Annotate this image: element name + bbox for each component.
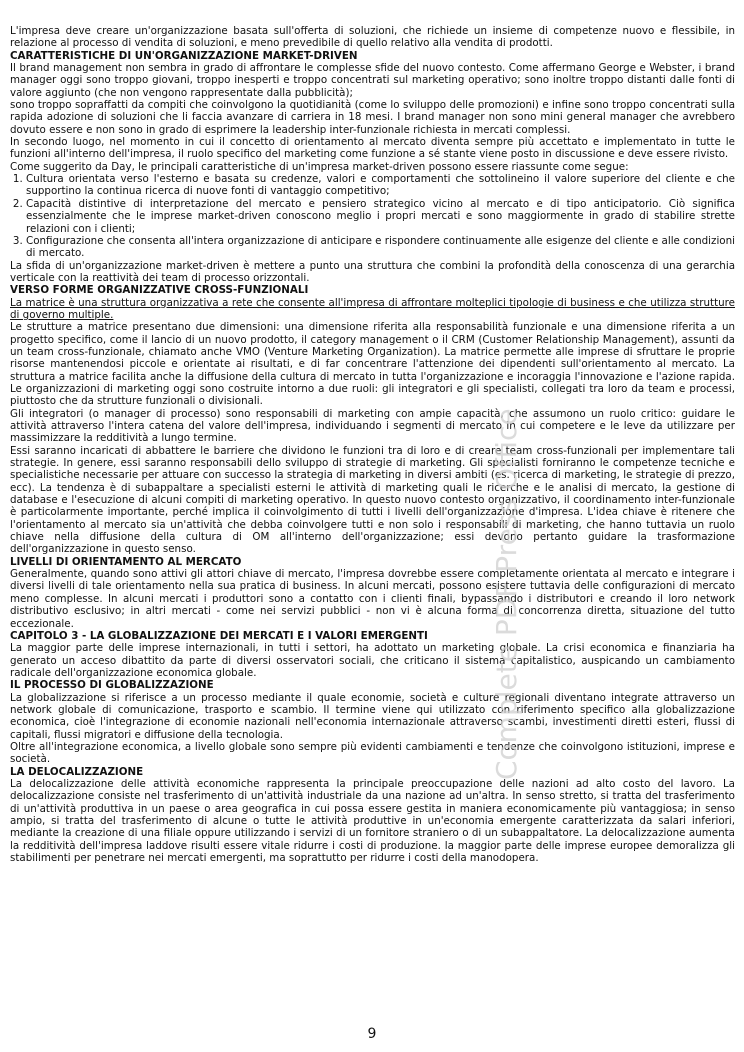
paragraph: sono troppo sopraffatti da compiti che coinvolgono la quotidianità (come lo sviluppo delle promozioni) e infine sono troppo concentrati sulla rapida adozione di soluzioni che li faccia avanzare di carriera in 18 mesi. I brand manager non sono mini general manager che avrebbero dovuto essere e non sono in grado di esprimere la leadership inter-funzionale richiesta in mercati complessi. [10, 99, 735, 136]
section-heading: LIVELLI DI ORIENTAMENTO AL MERCATO [10, 555, 242, 568]
section-heading: IL PROCESSO DI GLOBALIZZAZIONE [10, 679, 214, 692]
paragraph: Generalmente, quando sono attivi gli attori chiave di mercato, l'impresa dovrebbe essere completamente orientata al mercato e integrare i diversi livelli di tale orientamento nella sua pratica di business. In alcuni mercati, possono esistere tuttavia delle configurazioni di mercato meno complesse. In alcuni mercati i produttori sono a contatto con i clienti finali, bypassando i distributori e creando il loro network distributivo esclusivo; in altri mercati - come nei servizi pubblici - non vi è alcuna forma di concorrenza diretta, situazione del tutto eccezionale. [10, 568, 735, 630]
section-heading: LA DELOCALIZZAZIONE [10, 765, 144, 778]
paragraph: L'impresa deve creare un'organizzazione basata sull'offerta di soluzioni, che richiede un insieme di competenze nuovo e flessibile, in relazione al processo di vendita di soluzioni, e meno prevedibile di quello relativo alla vendita di prodotti. [10, 25, 735, 50]
paragraph: Essi saranno incaricati di abbattere le barriere che dividono le funzioni tra di loro e di creare team cross-funzionali per implementare tali strategie. In genere, essi saranno responsabili dello sviluppo di strategie di marketing. Gli specialisti forniranno le competenze tecniche e specialistiche necessarie per attuare con successo la strategia di marketing in diversi ambiti (es. ricerca di marketing, le strategie di prezzo, ecc). La tendenza è di subappaltare a specialisti esterni le attività di marketing quali le ricerche e le analisi di mercato, la gestione di database e l'esecuzione di alcuni compiti di marketing operativo. In questo nuovo contesto organizzativo, il coordinamento inter-funzionale è particolarmente importante, perché implica il coinvolgimento di tutti i livelli dell'organizzazione d'impresa. L'idea chiave è ritenere che l'orientamento al mercato sia un'attività che debba coinvolgere tutti e non solo i responsabili di marketing, che hanno tuttavia un ruolo chiave nella diffusione della cultura di OM all'interno dell'organizzazione; essi devono pertanto guidare la trasformazione dell'organizzazione in questo senso. [10, 444, 735, 556]
paragraph: Il brand management non sembra in grado di affrontare le complesse sfide del nuovo contesto. Come affermano George e Webster, i brand manager oggi sono troppo giovani, troppo inesperti e troppo concentrati sul marketing operativo; sono inoltre troppo distanti dalle fonti di valore aggiunto (che non vengono rappresentate dalla pubblicità); [10, 62, 735, 99]
document-body [10, 25, 735, 864]
paragraph: Oltre all'integrazione economica, a livello globale sono sempre più evidenti cambiamenti e tendenze che coinvolgono istituzioni, imprese e società. [10, 740, 735, 766]
paragraph: La maggior parte delle imprese internazionali, in tutti i settori, ha adottato un marketing globale. La crisi economica e finanziaria ha generato un acceso dibattito da parte di diversi osservatori sociali, che criticano il sistema capitalistico, auspicando un cambiamento radicale dell'organizzazione economica globale. [10, 642, 735, 679]
section-heading: CARATTERISTICHE DI UN'ORGANIZZAZIONE MARKET-DRIVEN [10, 49, 358, 62]
list-item: 2. Capacità distintive di interpretazione del mercato e pensiero strategico vicino al mercato e di tipo anticipatorio. Ciò significa essenzialmente che le imprese market-driven conoscono meglio i propri mercati e sono maggiormente in grado di stabilire strette relazioni con i clienti; [26, 198, 735, 235]
section-heading: CAPITOLO 3 - LA GLOBALIZZAZIONE DEI MERCATI E I VALORI EMERGENTI [10, 629, 428, 642]
paragraph: Come suggerito da Day, le principali caratteristiche di un'impresa market-driven possono essere riassunte come segue: [10, 160, 629, 173]
list-item: 1. Cultura orientata verso l'esterno e basata su credenze, valori e comportamenti che sottolineino il valore superiore del cliente e che supportino la continua ricerca di nuove fonti di vantaggio competitivo; [26, 173, 735, 198]
watermark: Complete PDF Press Office [490, 408, 523, 780]
paragraph: In secondo luogo, nel momento in cui il concetto di orientamento al mercato diventa sempre più accettato e implementato in tutte le funzioni all'interno dell'impresa, il ruolo specifico del marketing come funzione a sé stante viene posto in discussione e deve essere rivisto. [10, 136, 735, 161]
section-heading: VERSO FORME ORGANIZZATIVE CROSS-FUNZIONALI [10, 284, 309, 297]
numbered-list [10, 173, 735, 259]
paragraph: La delocalizzazione delle attività economiche rappresenta la principale preoccupazione delle nazioni ad alto costo del lavoro. La delocalizzazione consiste nel trasferimento di un'attività industriale da una nazione ad un'altra. In senso stretto, si tratta del trasferimento di un'attività produttiva in un paese o area geografica in cui possa essere gestita in maniera economicamente più vantaggiosa; in senso ampio, si tratta del trasferimento di alcune o tutte le attività produttive in un'economia emergente caratterizzata da salari inferiori, mediante la creazione di una filiale oppure utilizzando i servizi di un fornitore straniero o di un subappaltatore. La delocalizzazione aumenta la redditività dell'impresa laddove risulti essere vitale ridurre i costi di produzione. la maggior parte delle imprese europee demoralizza gli stabilimenti per penetrare nei mercati emergenti, ma soprattutto per ridurre i costi della manodopera. [10, 777, 735, 865]
paragraph: La globalizzazione si riferisce a un processo mediante il quale economie, società e culture regionali diventano integrate attraverso un network globale di comunicazione, trasporto e scambio. Il termine viene qui utilizzato con riferimento specifico alla globalizzazione economica, cioè l'integrazione di economie nazionali nell'economia internazionale attraverso scambi, investimenti diretti esteri, flussi di capitali, flussi migratori e diffusione della tecnologia. [10, 691, 735, 741]
underlined-paragraph: La matrice è una struttura organizzativa a rete che consente all'impresa di affrontare molteplici tipologie di business e che utilizza strutture di governo multiple. [10, 296, 735, 321]
list-item: 3. Configurazione che consenta all'intera organizzazione di anticipare e rispondere continuamente alle esigenze del cliente e alle condizioni di mercato. [26, 235, 735, 260]
page-number: 9 [367, 1026, 377, 1042]
paragraph: Gli integratori (o manager di processo) sono responsabili di marketing con ampie capacità, che assumono un ruolo critico: guidare le attività attraverso l'intera catena del valore dell'impresa, individuando i segmenti di mercato in cui competere e le leve da utilizzare per massimizzare la redditività a lungo termine. [10, 407, 735, 445]
paragraph: Le strutture a matrice presentano due dimensioni: una dimensione riferita alla responsabilità funzionale e una dimensione riferita a un progetto specifico, come il lancio di un nuovo prodotto, il category management o il CRM (Customer Relationship Management), assunti da un team cross-funzionale, chiamato anche VMO (Venture Marketing Organization). La matrice permette alle imprese di sfruttare le proprie risorse mantenendosi piccole e orientate ai risultati, e di far concentrare l'attenzione dei dipendenti sull'orientamento al mercato. La struttura a matrice facilita anche la diffusione della cultura di mercato in tutta l'organizzazione e incoraggia l'innovazione e l'azione rapida. Le organizzazioni di marketing oggi sono costruite intorno a due ruoli: gli integratori e gli specialisti, collegati tra loro da team e processi, piuttosto che da strutture funzionali o divisionali. [10, 321, 735, 408]
paragraph: La sfida di un'organizzazione market-driven è mettere a punto una struttura che combini la profondità della conoscenza di una gerarchia verticale con la reattività dei team di processo orizzontali. [10, 259, 735, 284]
